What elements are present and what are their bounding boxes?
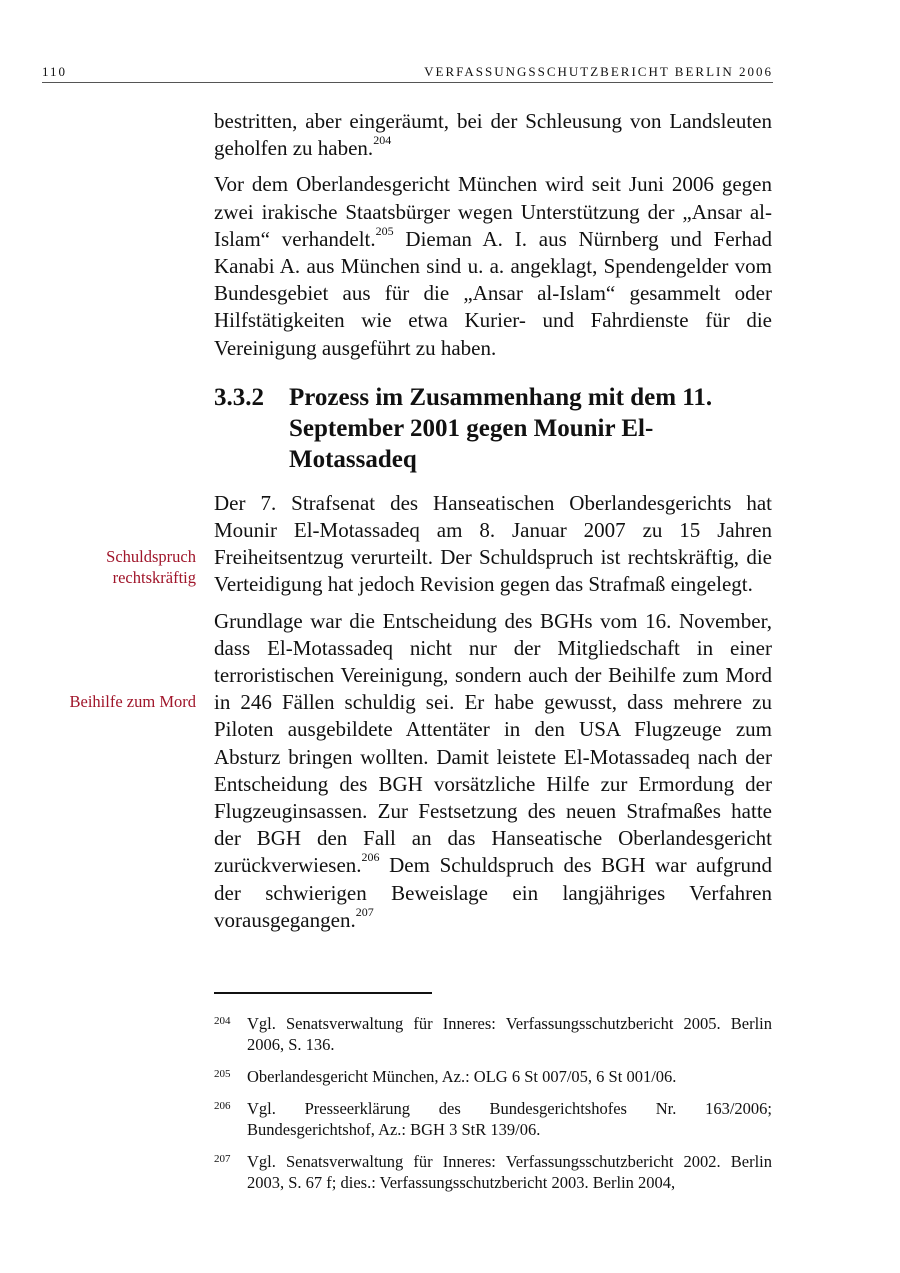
paragraph-2-text-b: Dieman A. I. aus Nürnberg und Ferhad Kanabi A. aus München sind u. a. angeklagt, Spendengelder vom Bundesgebiet aus für die „Ansar al-Islam“ gesammelt oder Hilfstätigkeiten wie etwa Kurier- und Fahrdienste für die Vereinigung ausgeführt zu haben. [214,226,772,360]
footnote-text: Vgl. Senatsverwaltung für Inneres: Verfassungsschutzbericht 2002. Berlin 2003, S. 67 f; dies.: Verfassungsschutzbericht 2003. Berlin 2004, [247,1152,772,1192]
footnote-206 [214,1098,772,1140]
page-number: 110 [42,64,68,79]
footnote-text: Vgl. Presseerklärung des Bundesgerichtshofes Nr. 163/2006; Bundesgerichtshof, Az.: BGH 3 StR 139/06. [247,1099,772,1139]
footnote-207 [214,1151,772,1193]
footnote-number: 205 [214,1068,231,1080]
paragraph-1-text: bestritten, aber eingeräumt, bei der Schleusung von Landsleuten geholfen zu haben. [214,109,772,161]
margin-note-schuldspruch [106,546,196,588]
section-number: 3.3.2 [214,383,264,411]
main-text [214,108,772,934]
paragraph-2 [214,171,772,361]
footnote-number: 204 [214,1015,231,1027]
page-header [42,62,773,83]
paragraph-3 [214,490,772,599]
footnote-number: 206 [214,1100,231,1112]
footnote-204 [214,1013,772,1055]
footnote-ref-205[interactable]: 205 [375,223,394,238]
margin-note-beihilfe [70,691,196,712]
footnotes [214,1013,772,1204]
footnote-ref-204[interactable]: 204 [373,133,392,148]
footnote-text: Vgl. Senatsverwaltung für Inneres: Verfassungsschutzbericht 2005. Berlin 2006, S. 136. [247,1014,772,1054]
paragraph-4 [214,608,772,934]
paragraph-4-text-b: Dem Schuldspruch des BGH war aufgrund der schwierigen Beweislage ein langjähriges Verfahren vorausgegangen. [214,853,772,932]
margin-note-2: Beihilfe zum Mord [69,692,196,711]
section-title: Prozess im Zusammenhang mit dem 11. September 2001 gegen Mounir El-Motassadeq [289,383,713,473]
margin-note-1-line-2: rechtskräftig [112,568,196,587]
paragraph-4-text-a: Grundlage war die Entscheidung des BGHs vom 16. November, dass El-Motassadeq nicht nur der Mitgliedschaft in einer terroristischen Vereinigung, sondern auch der Beihilfe zum Mord in 246 Fällen schuldig sei. Er habe gewusst, dass mehrere zu Piloten ausgebildete Attentäter in den USA Flugzeuge zum Absturz bringen wollten. Damit leistete El-Motassadeq nach der Entscheidung des BGH vorsätzliche Hilfe zur Ermordung der Flugzeuginsassen. Zur Festsetzung des neuen Strafmaßes hatte der BGH den Fall an das Hanseatische Oberlandesgericht zurückverwiesen. [214,608,772,878]
paragraph-3-text: Der 7. Strafsenat des Hanseatischen Oberlandesgerichts hat Mounir El-Motassadeq am 8. Januar 2007 zu 15 Jahren Freiheitsentzug verurteilt. Der Schuldspruch ist rechtskräftig, die Verteidigung hat jedoch Revision gegen das Strafmaß eingelegt. [214,490,772,597]
footnote-number: 207 [214,1153,231,1165]
margin-note-1-line-1: Schuldspruch [106,547,196,566]
footnote-ref-206[interactable]: 206 [361,850,380,865]
footnote-text: Oberlandesgericht München, Az.: OLG 6 St 007/05, 6 St 001/06. [247,1067,677,1086]
section-heading [214,382,772,475]
footnote-ref-207[interactable]: 207 [355,904,374,919]
footnote-205 [214,1066,772,1087]
running-title: VERFASSUNGSSCHUTZBERICHT BERLIN 2006 [424,64,773,79]
paragraph-2-text-a: Vor dem Oberlandesgericht München wird seit Juni 2006 gegen zwei irakische Staatsbürger wegen Unterstützung der „Ansar al-Islam“ verhandelt. [214,172,772,251]
footnote-separator [214,992,432,994]
paragraph-1 [214,108,772,162]
